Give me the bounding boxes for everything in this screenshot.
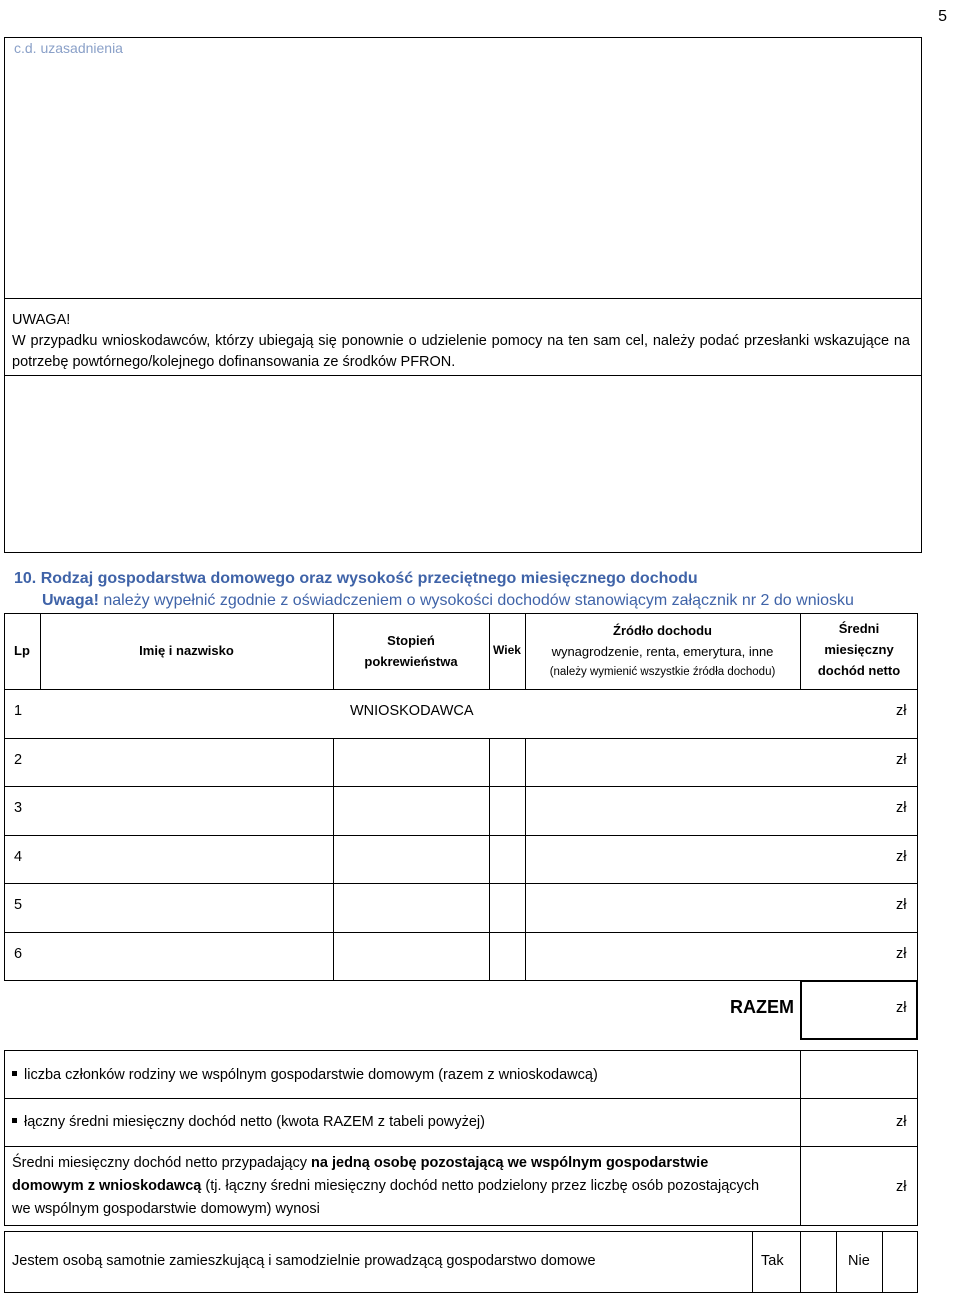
section-10-note-text: należy wypełnić zgodnie z oświadczeniem o wysokości dochodów stanowiącym załącznik nr 2 do wniosku — [98, 592, 854, 609]
warning-text: W przypadku wnioskodawców, którzy ubiegają się ponownie o udzielenie pomocy na ten sam cel, należy podać przesłanki wskazujące na potrzebę powtórnego/kolejnego dofinansowania ze środków PFRON. — [12, 333, 910, 370]
total-currency: zł — [896, 1000, 907, 1016]
header-source-note: (należy wymienić wszystkie źródła dochodu) — [549, 666, 776, 678]
header-source — [525, 620, 800, 682]
alone-label: Jestem osobą samotnie zamieszkującą i samodzielnie prowadzącą gospodarstwo domowe — [12, 1253, 596, 1269]
per-person-bold2: domowym z wnioskodawcą — [12, 1178, 202, 1194]
yes-checkbox[interactable] — [801, 1232, 836, 1292]
row-3-currency: zł — [896, 800, 907, 816]
row-6-currency: zł — [896, 946, 907, 962]
per-person-text — [12, 1152, 797, 1221]
row-1-name: WNIOSKODAWCA — [350, 703, 474, 719]
row-1-currency: zł — [896, 703, 907, 719]
row-5-lp: 5 — [14, 897, 23, 913]
row-6-lp: 6 — [14, 946, 23, 962]
per-person-bold1: na jedną osobę pozostającą we wspólnym gospodarstwie — [311, 1155, 709, 1171]
header-relation-line2: pokrewieństwa — [364, 654, 458, 669]
members-label: liczba członków rodziny we wspólnym gospodarstwie domowym (razem z wnioskodawcą) — [24, 1067, 598, 1083]
row-2-lp: 2 — [14, 752, 23, 768]
bullet-icon — [12, 1118, 17, 1123]
header-age: Wiek — [493, 643, 521, 657]
row-4-currency: zł — [896, 849, 907, 865]
section-10-note-bold: Uwaga! — [42, 592, 99, 609]
warning-answer-box[interactable] — [4, 375, 922, 553]
row-5-currency: zł — [896, 897, 907, 913]
per-person-part1: Średni miesięczny dochód netto przypadający — [12, 1155, 312, 1171]
per-person-part2: (tj. łączny średni miesięczny dochód netto podzielony przez liczbę osób pozostających — [201, 1178, 760, 1194]
header-source-title: Źródło dochodu — [613, 623, 712, 638]
header-lp: Lp — [14, 643, 30, 658]
total-label: RAZEM — [730, 997, 794, 1017]
total-income-row — [12, 1111, 485, 1134]
members-row — [12, 1064, 598, 1087]
section-10-title: 10. Rodzaj gospodarstwa domowego oraz wysokość przeciętnego miesięcznego dochodu — [14, 570, 698, 587]
row-3-lp: 3 — [14, 800, 23, 816]
row-1-lp: 1 — [14, 703, 23, 719]
header-relation-line1: Stopień — [387, 633, 435, 648]
per-person-currency: zł — [896, 1179, 907, 1195]
row-2-currency: zł — [896, 752, 907, 768]
header-source-sub: wynagrodzenie, renta, emerytura, inne — [551, 644, 774, 659]
row-4-lp: 4 — [14, 849, 23, 865]
section-10-note — [42, 592, 854, 610]
yes-label: Tak — [761, 1253, 784, 1269]
justification-label: c.d. uzasadnienia — [14, 40, 123, 56]
header-income — [800, 618, 918, 681]
header-income-line1: Średni — [838, 621, 880, 636]
header-relation — [333, 630, 489, 672]
no-checkbox[interactable] — [883, 1232, 917, 1292]
per-person-line2 — [12, 1175, 797, 1198]
no-label: Nie — [848, 1253, 870, 1269]
header-income-line3: dochód netto — [817, 663, 901, 678]
bullet-icon — [12, 1071, 17, 1076]
header-name: Imię i nazwisko — [139, 643, 234, 658]
total-income-label: łączny średni miesięczny dochód netto (kwota RAZEM z tabeli powyżej) — [24, 1114, 485, 1130]
total-income-currency: zł — [896, 1114, 907, 1130]
per-person-part3: we wspólnym gospodarstwie domowym) wynosi — [12, 1201, 320, 1217]
justification-box[interactable] — [4, 37, 922, 299]
warning-text-block — [12, 310, 910, 373]
warning-title: UWAGA! — [12, 312, 71, 328]
per-person-line1 — [12, 1152, 797, 1175]
header-income-line2: miesięczny — [824, 642, 894, 657]
page-number: 5 — [938, 8, 947, 25]
